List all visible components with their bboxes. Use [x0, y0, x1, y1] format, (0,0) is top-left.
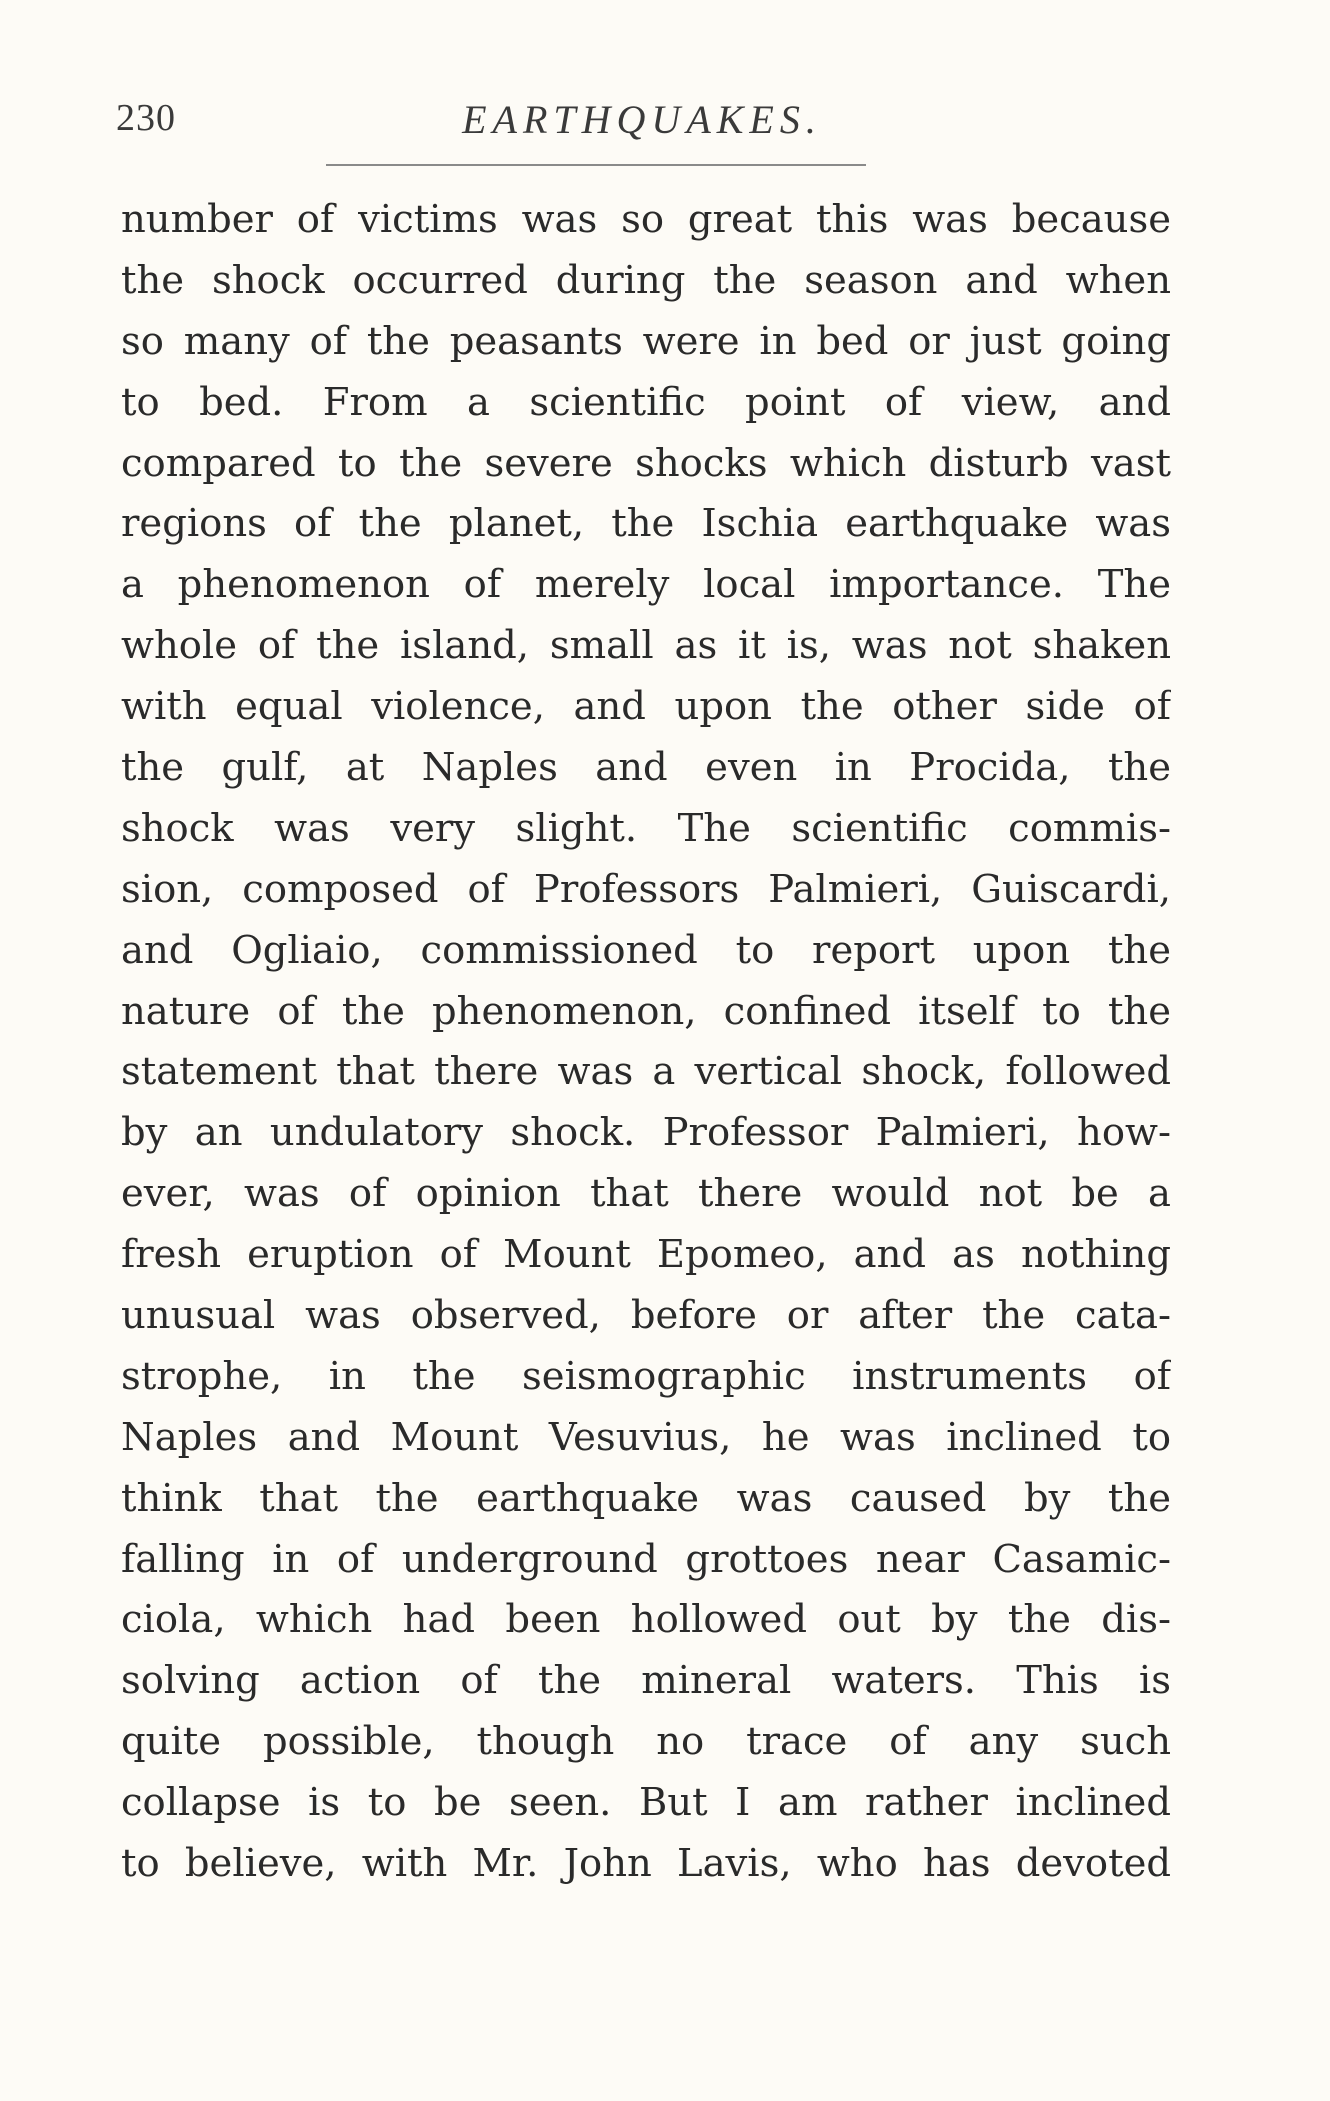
text-line: the gulf, at Naples and even in Procida, the [121, 745, 1171, 791]
text-line: the shock occurred during the season and when [121, 257, 1171, 303]
text-line: ever, was of opinion that there would not be a [121, 1171, 1171, 1217]
text-line: nature of the phenomenon, confined itself to the [121, 988, 1171, 1034]
text-line: falling in of underground grottoes near Casamic- [121, 1536, 1171, 1582]
text-line: fresh eruption of Mount Epomeo, and as nothing [121, 1232, 1171, 1278]
text-line: by an undulatory shock. Professor Palmieri, how- [121, 1110, 1171, 1156]
text-line: regions of the planet, the Ischia earthquake was [121, 501, 1171, 547]
text-line: collapse is to be seen. But I am rather inclined [121, 1780, 1171, 1826]
text-line: Naples and Mount Vesuvius, he was inclined to [121, 1414, 1171, 1460]
text-line: to believe, with Mr. John Lavis, who has devoted [121, 1841, 1171, 1887]
text-line: ciola, which had been hollowed out by the dis- [121, 1597, 1171, 1643]
text-line: quite possible, though no trace of any such [121, 1719, 1171, 1765]
header-rule [326, 164, 866, 166]
running-title: EARTHQUAKES. [462, 97, 822, 142]
text-line: so many of the peasants were in bed or just going [121, 318, 1171, 364]
text-line: unusual was observed, before or after the cata- [121, 1293, 1171, 1339]
text-line: think that the earthquake was caused by the [121, 1475, 1171, 1521]
text-line: solving action of the mineral waters. This is [121, 1658, 1171, 1704]
text-line: a phenomenon of merely local importance. The [121, 562, 1171, 608]
text-line: number of victims was so great this was because [121, 197, 1171, 242]
text-line: whole of the island, small as it is, was not shaken [121, 623, 1171, 669]
page-number: 230 [116, 97, 176, 139]
text-line: with equal violence, and upon the other side of [121, 684, 1171, 730]
text-line: sion, composed of Professors Palmieri, Guiscardi, [121, 866, 1171, 912]
text-line: shock was very slight. The scientific commis- [121, 805, 1171, 851]
text-line: compared to the severe shocks which disturb vast [121, 440, 1171, 486]
body-text [121, 190, 1171, 1895]
text-line: statement that there was a vertical shock, followed [121, 1049, 1171, 1095]
text-line: strophe, in the seismographic instruments of [121, 1353, 1171, 1399]
running-head [116, 96, 1168, 146]
text-line: and Ogliaio, commissioned to report upon the [121, 927, 1171, 973]
text-line: to bed. From a scientific point of view, and [121, 379, 1171, 425]
